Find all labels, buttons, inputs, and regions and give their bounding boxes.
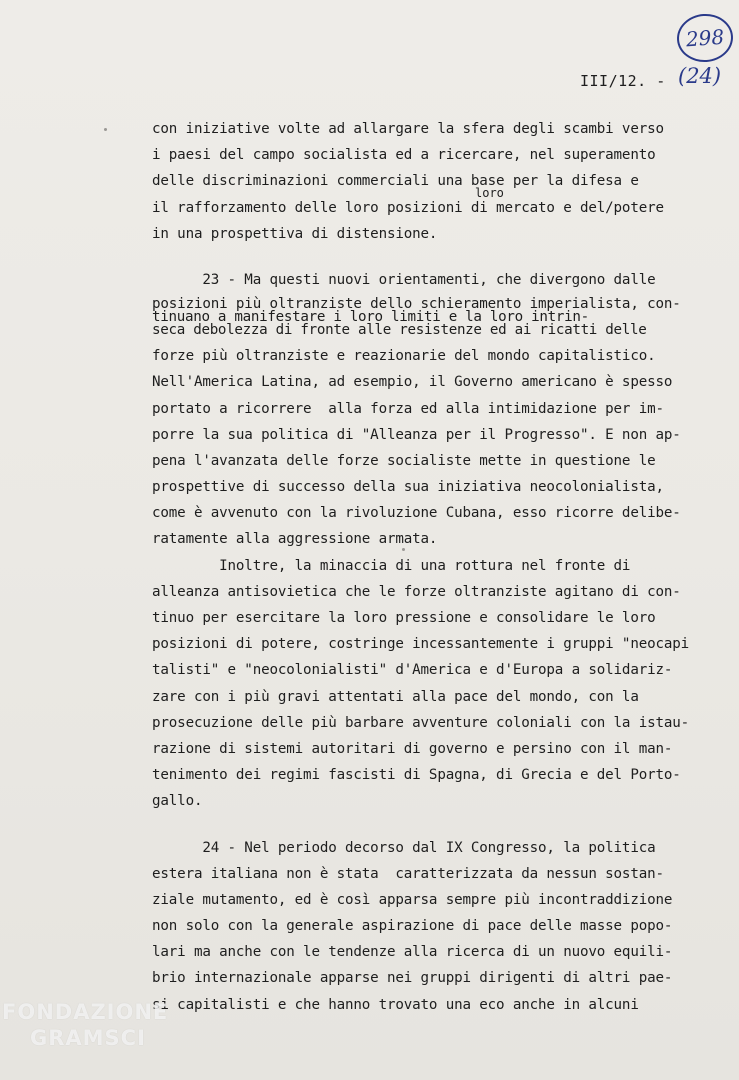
- paper-speck: [104, 128, 107, 131]
- text-line: Inoltre, la minaccia di una rottura nel fronte di: [152, 557, 631, 574]
- text-line: tinuo per esercitare la loro pressione e consolidare le loro: [152, 610, 656, 626]
- text-line: brio internazionale apparse nei gruppi dirigenti di altri pae-: [152, 970, 673, 987]
- text-line: si capitalisti e che hanno trovato una eco anche in alcuni: [152, 996, 639, 1013]
- document-body: [152, 116, 722, 1018]
- text-line: prosecuzione delle più barbare avventure coloniali con la istau-: [152, 714, 690, 731]
- text-line: non solo con la generale aspirazione di pace delle masse popo-: [152, 918, 673, 935]
- text-line: ratamente alla aggressione armata.: [152, 531, 438, 548]
- paragraph-1: [152, 116, 722, 247]
- text-line: 24 - Nel periodo decorso dal IX Congresso, la politica: [152, 839, 656, 856]
- text-line: gallo.: [152, 793, 203, 810]
- paper-speck: [402, 548, 405, 551]
- watermark-line-2: GRAMSCI: [30, 1026, 146, 1050]
- text-line: posizioni di potere, costringe incessantemente i gruppi "neocapi: [152, 636, 690, 653]
- text-line: talisti" e "neocolonialisti" d'America e d'Europa a solidariz-: [152, 662, 673, 679]
- text-line: zare con i più gravi attentati alla pace del mondo, con la: [152, 688, 639, 705]
- text-line: in una prospettiva di distensione.: [152, 225, 438, 242]
- text-line: come è avvenuto con la rivoluzione Cubana, esso ricorre delibe-: [152, 505, 681, 522]
- text-line: prospettive di successo della sua iniziativa neocolonialista,: [152, 479, 664, 496]
- text-line: porre la sua politica di "Alleanza per il Progresso". E non ap-: [152, 426, 681, 443]
- typed-insertion-loro: loro: [475, 186, 504, 200]
- paragraph-24: [152, 835, 722, 1018]
- text-line: estera italiana non è stata caratterizzata da nessun sostan-: [152, 865, 664, 882]
- text-line: 23 - Ma questi nuovi orientamenti, che divergono dalle: [152, 271, 656, 288]
- text-line: i paesi del campo socialista ed a ricercare, nel superamento: [152, 147, 656, 164]
- text-line: con iniziative volte ad allargare la sfera degli scambi verso: [152, 121, 664, 137]
- text-line: forze più oltranziste e reazionarie del mondo capitalistico.: [152, 348, 656, 365]
- watermark-line-1: FONDAZIONE: [2, 1000, 169, 1024]
- overtyped-line: seca debolezza di fronte alle resistenze ed ai ricatti delle: [152, 322, 647, 339]
- text-line: pena l'avanzata delle forze socialiste mette in questione le: [152, 452, 656, 469]
- text-line: Nell'America Latina, ad esempio, il Governo americano è spesso: [152, 374, 673, 391]
- text-line: posizioni più oltranziste dello schieramento imperialista, con-: [152, 296, 681, 313]
- page-reference: III/12. -: [580, 72, 666, 90]
- text-line: ziale mutamento, ed è così apparsa sempre più incontraddizione: [152, 891, 673, 908]
- text-line: il rafforzamento delle loro posizioni di mercato e del/potere: [152, 199, 664, 216]
- paragraph-23: [152, 267, 722, 553]
- text-line: delle discriminazioni commerciali una base per la difesa e: [152, 173, 639, 190]
- fondazione-gramsci-watermark: [2, 1000, 202, 1050]
- text-line: lari ma anche con le tendenze alla ricerca di un nuovo equili-: [152, 944, 673, 961]
- text-line: portato a ricorrere alla forza ed alla intimidazione per im-: [152, 400, 664, 417]
- archive-number-stamp: [675, 12, 734, 64]
- text-line: razione di sistemi autoritari di governo e persino con il man-: [152, 740, 673, 757]
- paragraph-inoltre: [152, 553, 722, 815]
- text-line: alleanza antisovietica che le forze oltranziste agitano di con-: [152, 583, 681, 600]
- archive-number: 298: [685, 24, 725, 52]
- overtyped-line: tinuano a manifestare i loro limiti e la loro intrin-: [152, 309, 589, 326]
- text-line: tenimento dei regimi fascisti di Spagna, di Grecia e del Porto-: [152, 767, 681, 784]
- handwritten-page-number: (24): [678, 64, 722, 88]
